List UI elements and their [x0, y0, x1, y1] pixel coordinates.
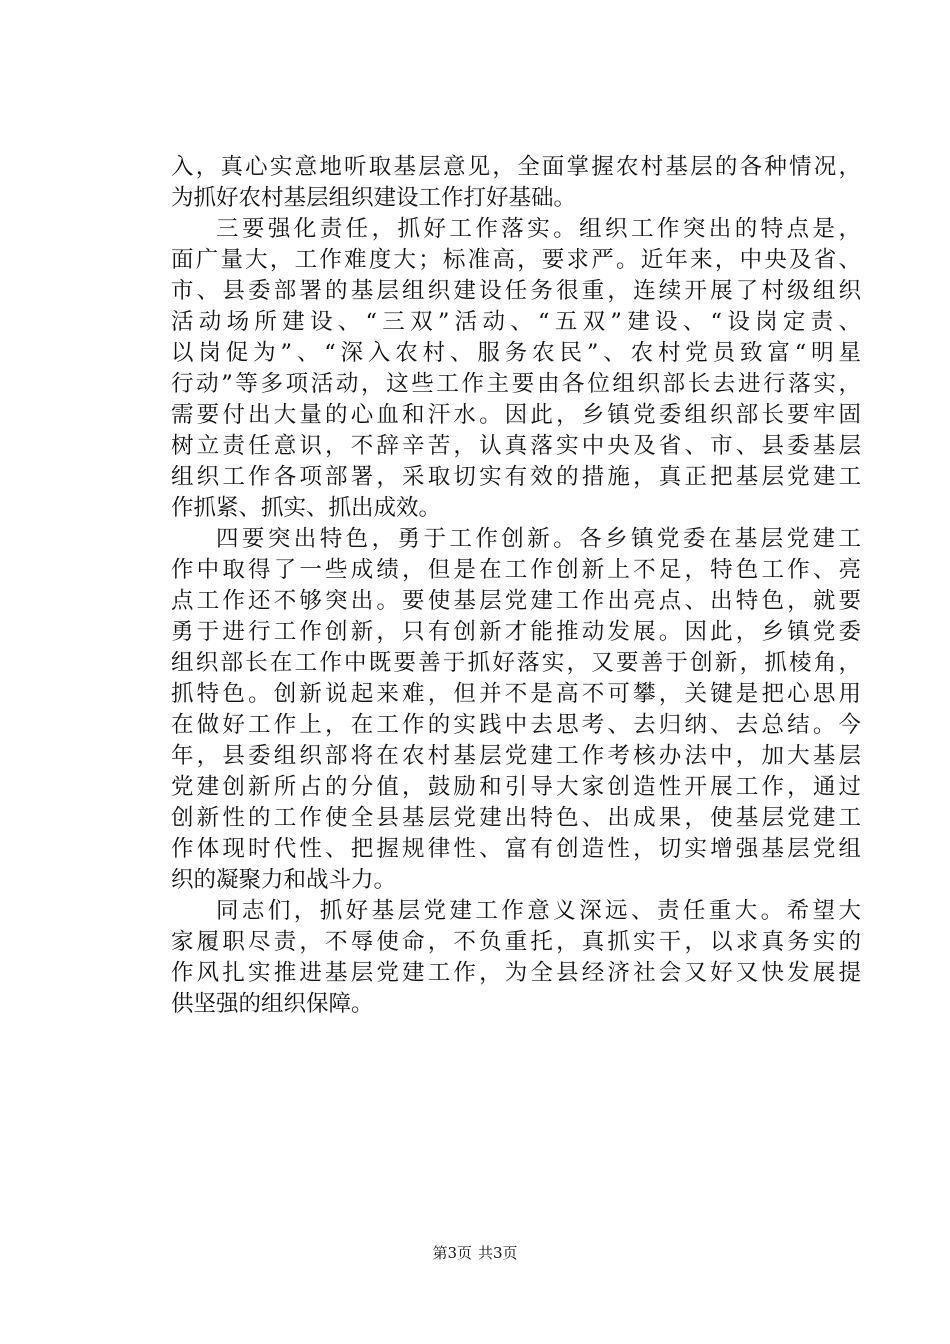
text-line: 面广量大，工作难度大；标准高，要求严。近年来，中央及省、 [171, 247, 861, 273]
text-line: 四要突出特色，勇于工作创新。各乡镇党委在基层党建工 [216, 526, 861, 552]
text-line: 活动场所建设、“三双”活动、“五双”建设、“设岗定责、 [171, 309, 861, 335]
page-number: 第3页 [432, 1244, 472, 1262]
text-line: 需要付出大量的心血和汗水。因此，乡镇党委组织部长要牢固 [171, 402, 861, 428]
paragraph-3 [171, 524, 861, 896]
text-line: 组织部长在工作中既要善于抓好落实，又要善于创新，抓棱角， [171, 650, 861, 676]
text-line: 家履职尽责，不辱使命，不负重托，真抓实干，以求真务实的 [171, 929, 861, 955]
text-line: 为抓好农村基层组织建设工作打好基础。 [171, 185, 577, 211]
text-line: 树立责任意识，不辞辛苦，认真落实中央及省、市、县委基层 [171, 433, 861, 459]
text-line: 作中取得了一些成绩，但是在工作创新上不足，特色工作、亮 [171, 557, 861, 583]
text-line: 供坚强的组织保障。 [171, 991, 374, 1017]
text-line: 组织工作各项部署，采取切实有效的措施，真正把基层党建工 [171, 464, 861, 490]
text-line: 同志们，抓好基层党建工作意义深远、责任重大。希望大 [216, 898, 861, 924]
text-line: 点工作还不够突出。要使基层党建工作出亮点、出特色，就要 [171, 588, 861, 614]
paragraph-2 [171, 214, 861, 524]
text-line: 作风扎实推进基层党建工作，为全县经济社会又好又快发展提 [171, 960, 861, 986]
text-line: 年，县委组织部将在农村基层党建工作考核办法中，加大基层 [171, 743, 861, 769]
text-line: 创新性的工作使全县基层党建出特色、出成果，使基层党建工 [171, 805, 861, 831]
page-footer [0, 1243, 950, 1263]
paragraph-1 [171, 152, 861, 214]
text-line: 勇于进行工作创新，只有创新才能推动发展。因此，乡镇党委 [171, 619, 861, 645]
text-line: 市、县委部署的基层组织建设任务很重，连续开展了村级组织 [171, 278, 861, 304]
text-line: 入，真心实意地听取基层意见，全面掌握农村基层的各种情况， [171, 154, 861, 180]
text-line: 织的凝聚力和战斗力。 [171, 867, 397, 893]
text-line: 行动”等多项活动，这些工作主要由各位组织部长去进行落实， [171, 371, 861, 397]
document-body [171, 152, 861, 1020]
page-total: 共3页 [478, 1244, 518, 1262]
text-line: 在做好工作上，在工作的实践中去思考、去归纳、去总结。今 [171, 712, 861, 738]
text-line: 以岗促为”、“深入农村、服务农民”、农村党员致富“明星 [171, 340, 861, 366]
text-line: 作体现时代性、把握规律性、富有创造性，切实增强基层党组 [171, 836, 861, 862]
text-line: 抓特色。创新说起来难，但并不是高不可攀，关键是把心思用 [171, 681, 861, 707]
paragraph-4 [171, 896, 861, 1020]
text-line: 三要强化责任，抓好工作落实。组织工作突出的特点是， [216, 216, 861, 242]
text-line: 作抓紧、抓实、抓出成效。 [171, 495, 442, 521]
text-line: 党建创新所占的分值，鼓励和引导大家创造性开展工作，通过 [171, 774, 861, 800]
